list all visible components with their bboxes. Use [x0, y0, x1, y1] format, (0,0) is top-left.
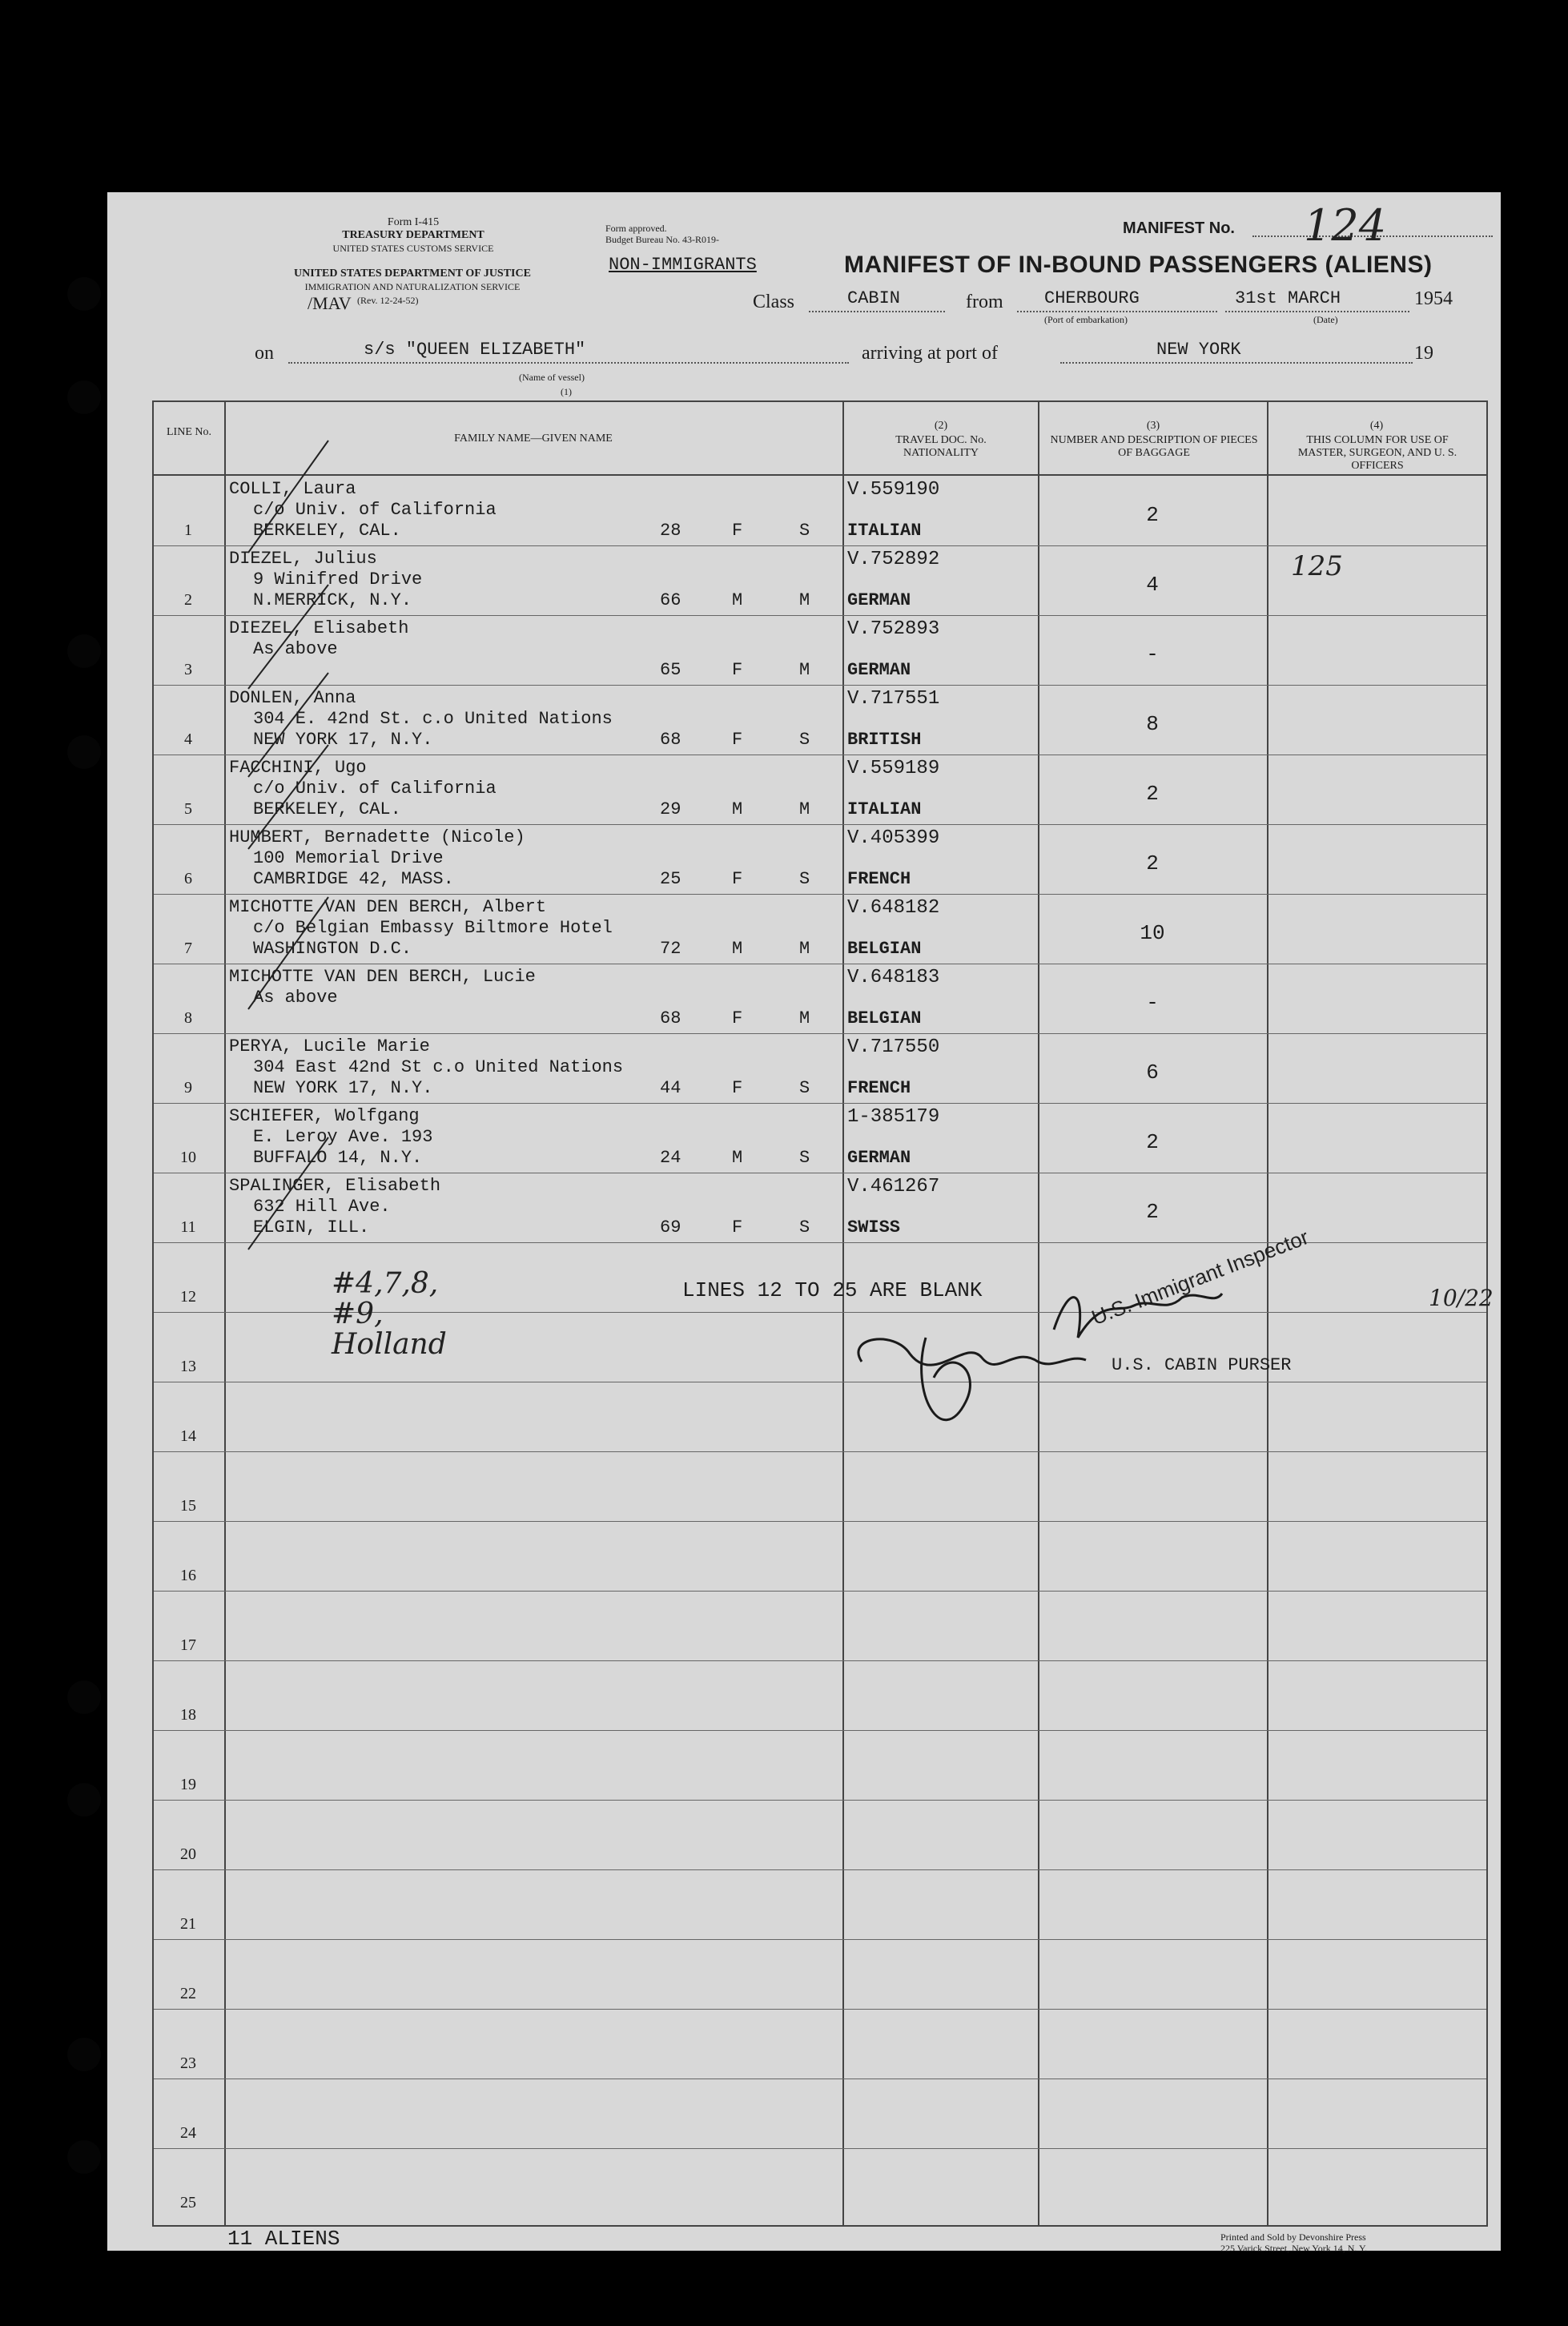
travel-doc-number: V.752893 — [847, 618, 940, 640]
line-number: 18 — [180, 1706, 196, 1724]
nationality: BELGIAN — [847, 1008, 922, 1028]
justice-header — [248, 268, 577, 293]
passenger-address: 9 Winifred Drive — [253, 569, 423, 590]
passenger-city: ELGIN, ILL. — [253, 1217, 370, 1237]
passenger-address: E. Leroy Ave. 193 — [253, 1127, 433, 1147]
check-mark — [248, 897, 328, 1009]
class-label: Class — [753, 292, 795, 312]
baggage-count: 6 — [1146, 1060, 1159, 1085]
blank-row — [154, 1521, 1486, 1591]
baggage-count: 2 — [1146, 782, 1159, 806]
year-prefix: 19 — [1414, 343, 1433, 364]
manifest-number: 124 — [1304, 200, 1387, 251]
form-revision: (Rev. 12-24-52) — [357, 295, 419, 306]
header-name: FAMILY NAME—GIVEN NAME — [454, 433, 613, 445]
line-number: 13 — [180, 1358, 196, 1375]
travel-doc-number: V.648183 — [847, 967, 940, 988]
alien-count: 11 ALIENS — [227, 2227, 340, 2251]
purser-signature-loop — [922, 1338, 971, 1420]
line-number: 14 — [180, 1427, 196, 1445]
vessel-line — [288, 362, 849, 364]
passenger-sex: F — [732, 1217, 743, 1237]
passenger-city: WASHINGTON D.C. — [253, 939, 412, 959]
check-mark — [248, 1137, 328, 1250]
baggage-count: 10 — [1140, 921, 1165, 945]
passenger-city: NEW YORK 17, N.Y. — [253, 730, 433, 750]
treasury-dept: TREASURY DEPARTMENT — [342, 229, 484, 241]
travel-doc-number: V.559189 — [847, 758, 940, 779]
passenger-sex: F — [732, 1078, 743, 1098]
passenger-sex: M — [732, 799, 743, 819]
header-baggage: NUMBER AND DESCRIPTION OF PIECES OF BAGGAGE — [1050, 434, 1258, 459]
line-number: 7 — [184, 940, 192, 957]
date-value: 31st MARCH — [1235, 288, 1341, 308]
manifest-title: MANIFEST OF IN-BOUND PASSENGERS (ALIENS) — [844, 252, 1433, 278]
purser-label: U.S. CABIN PURSER — [1112, 1355, 1292, 1375]
blank-row — [154, 2079, 1486, 2148]
passenger-age: 25 — [660, 869, 681, 889]
baggage-count: 2 — [1146, 851, 1159, 875]
baggage-count: 4 — [1146, 573, 1159, 597]
form-number: Form I-415 — [387, 216, 440, 228]
date-caption: (Date) — [1313, 314, 1338, 325]
check-mark — [248, 585, 328, 689]
table-row — [154, 615, 1486, 685]
nationality: GERMAN — [847, 1148, 911, 1168]
printer-line-2: 225 Varick Street, New York 14, N. Y. — [1220, 2243, 1368, 2254]
passenger-address: 100 Memorial Drive — [253, 848, 444, 868]
passenger-family-name: MICHOTTE VAN DEN BERCH, Lucie — [229, 967, 536, 987]
class-line — [809, 311, 945, 312]
passenger-age: 69 — [660, 1217, 681, 1237]
nationality: GERMAN — [847, 660, 911, 680]
passenger-address: c/o Belgian Embassy Biltmore Hotel — [253, 918, 613, 938]
date-line — [1225, 311, 1409, 312]
line-number: 2 — [184, 591, 192, 609]
inspector-stamp: U.S. Immigrant Inspector — [1088, 1225, 1313, 1330]
passenger-marital-status: S — [799, 1217, 810, 1237]
table-row — [154, 1033, 1486, 1103]
blank-row — [154, 1869, 1486, 1939]
signature-scribbles — [846, 1266, 1406, 1466]
vessel-name: s/s "QUEEN ELIZABETH" — [364, 340, 586, 360]
line-number: 9 — [184, 1079, 192, 1097]
baggage-count: - — [1146, 991, 1159, 1015]
line-number: 1 — [184, 521, 192, 539]
category-stamp: NON-IMMIGRANTS — [609, 255, 757, 275]
passenger-sex: M — [732, 939, 743, 959]
passenger-address: 304 E. 42nd St. c.o United Nations — [253, 709, 613, 729]
header-doc-num: (2) — [934, 420, 948, 432]
line-number: 25 — [180, 2194, 196, 2211]
passenger-marital-status: M — [799, 799, 810, 819]
passenger-sex: F — [732, 1008, 743, 1028]
rev-mark: /MAV — [308, 293, 352, 313]
passenger-family-name: DONLEN, Anna — [229, 688, 356, 708]
baggage-count: 2 — [1146, 503, 1159, 527]
passenger-sex: M — [732, 1148, 743, 1168]
travel-doc-number: 1-385179 — [847, 1106, 940, 1128]
blank-row — [154, 1800, 1486, 1869]
passenger-marital-status: S — [799, 869, 810, 889]
check-mark — [248, 441, 328, 553]
nationality: FRENCH — [847, 1078, 911, 1098]
header-line-no: LINE No. — [167, 426, 211, 438]
budget-bureau: Budget Bureau No. 43-R019- — [605, 234, 719, 245]
passenger-family-name: MICHOTTE VAN DEN BERCH, Albert — [229, 897, 547, 917]
line-number: 4 — [184, 730, 192, 748]
line-number: 24 — [180, 2124, 196, 2142]
passenger-age: 72 — [660, 939, 681, 959]
binder-hole — [67, 277, 101, 311]
passenger-marital-status: S — [799, 730, 810, 750]
nationality: BRITISH — [847, 730, 922, 750]
line-number: 19 — [180, 1776, 196, 1793]
passenger-marital-status: M — [799, 939, 810, 959]
passenger-family-name: DIEZEL, Julius — [229, 549, 377, 569]
header-officers-num: (4) — [1369, 420, 1384, 432]
line-number: 23 — [180, 2054, 196, 2072]
blank-row — [154, 1730, 1486, 1800]
baggage-count: 2 — [1146, 1130, 1159, 1154]
passenger-city: BERKELEY, CAL. — [253, 521, 401, 541]
binder-hole — [67, 735, 101, 769]
passenger-address: c/o Univ. of California — [253, 779, 497, 799]
nationality: GERMAN — [847, 590, 911, 610]
blank-row — [154, 1660, 1486, 1730]
binder-hole — [67, 634, 101, 668]
passenger-city: N.MERRICK, N.Y. — [253, 590, 412, 610]
passenger-address: 632 Hill Ave. — [253, 1197, 391, 1217]
line-number: 16 — [180, 1567, 196, 1584]
passenger-age: 44 — [660, 1078, 681, 1098]
baggage-count: 8 — [1146, 712, 1159, 736]
arriving-label: arriving at port of — [862, 343, 998, 364]
customs-service: UNITED STATES CUSTOMS SERVICE — [332, 243, 494, 254]
passenger-family-name: FACCHINI, Ugo — [229, 758, 367, 778]
port-caption: (Port of embarkation) — [1044, 314, 1128, 325]
line-number: 5 — [184, 800, 192, 818]
on-label: on — [255, 343, 274, 364]
passenger-city: BUFFALO 14, N.Y. — [253, 1148, 423, 1168]
passenger-address: c/o Univ. of California — [253, 500, 497, 520]
binder-hole — [67, 1680, 101, 1714]
justice-dept: UNITED STATES DEPARTMENT OF JUSTICE — [294, 268, 531, 280]
passenger-family-name: HUMBERT, Bernadette (Nicole) — [229, 827, 525, 847]
passenger-address: As above — [253, 988, 338, 1008]
passenger-age: 65 — [660, 660, 681, 680]
nationality: SWISS — [847, 1217, 901, 1237]
ins-service: IMMIGRATION AND NATURALIZATION SERVICE — [304, 281, 521, 292]
table-row — [154, 755, 1486, 824]
passenger-age: 28 — [660, 521, 681, 541]
line-number: 10 — [180, 1149, 196, 1166]
check-marks — [240, 433, 336, 1266]
class-value: CABIN — [847, 288, 901, 308]
table-row — [154, 964, 1486, 1033]
passenger-family-name: PERYA, Lucile Marie — [229, 1036, 430, 1056]
travel-doc-number: V.717551 — [847, 688, 940, 710]
table-row — [154, 894, 1486, 964]
passenger-age: 66 — [660, 590, 681, 610]
travel-doc-number: V.405399 — [847, 827, 940, 849]
line-number: 8 — [184, 1009, 192, 1027]
vessel-col-num: (1) — [561, 386, 572, 397]
travel-doc-number: V.559190 — [847, 479, 940, 501]
binder-hole — [67, 380, 101, 414]
line-number: 21 — [180, 1915, 196, 1933]
year-value: 1954 — [1414, 288, 1453, 309]
baggage-count: - — [1146, 642, 1159, 666]
from-line — [1017, 311, 1217, 312]
header-officers: THIS COLUMN FOR USE OF MASTER, SURGEON, AND U. S. OFFICERS — [1297, 434, 1457, 472]
table-row — [154, 476, 1486, 545]
passenger-city: CAMBRIDGE 42, MASS. — [253, 869, 454, 889]
printer-line-1: Printed and Sold by Devonshire Press — [1220, 2231, 1366, 2243]
from-label: from — [966, 292, 1003, 312]
arrival-line — [1060, 362, 1413, 364]
nationality: FRENCH — [847, 869, 911, 889]
passenger-address: As above — [253, 639, 338, 659]
passenger-sex: F — [732, 660, 743, 680]
passenger-age: 29 — [660, 799, 681, 819]
line-number: 11 — [180, 1218, 196, 1236]
binder-hole — [67, 1783, 101, 1817]
port-of-embarkation: CHERBOURG — [1044, 288, 1140, 308]
line-number: 20 — [180, 1845, 196, 1863]
header-baggage-num: (3) — [1146, 420, 1160, 432]
passenger-address: 304 East 42nd St c.o United Nations — [253, 1057, 624, 1077]
passenger-city: BERKELEY, CAL. — [253, 799, 401, 819]
passenger-family-name: DIEZEL, Elisabeth — [229, 618, 409, 638]
initials-note: 10/22 — [1429, 1285, 1494, 1311]
line-number: 17 — [180, 1636, 196, 1654]
line-number: 6 — [184, 870, 192, 887]
passenger-city: NEW YORK 17, N.Y. — [253, 1078, 433, 1098]
nationality: ITALIAN — [847, 521, 922, 541]
margin-annotation: #4,7,8, #9, Holland — [332, 1267, 447, 1361]
passenger-sex: F — [732, 869, 743, 889]
binder-hole — [67, 2038, 101, 2071]
passenger-age: 68 — [660, 730, 681, 750]
travel-doc-number: V.648182 — [847, 897, 940, 919]
blank-row — [154, 2009, 1486, 2079]
passenger-age: 24 — [660, 1148, 681, 1168]
arrival-port: NEW YORK — [1156, 340, 1241, 360]
line-number: 12 — [180, 1288, 196, 1306]
passenger-sex: F — [732, 521, 743, 541]
passenger-family-name: SPALINGER, Elisabeth — [229, 1176, 441, 1196]
blank-row — [154, 1939, 1486, 2009]
table-row — [154, 545, 1486, 615]
passenger-marital-status: S — [799, 521, 810, 541]
table-row — [154, 685, 1486, 755]
form-header-left — [309, 216, 517, 255]
blank-row — [154, 1591, 1486, 1660]
travel-doc-number: V.461267 — [847, 1176, 940, 1197]
travel-doc-number: V.717550 — [847, 1036, 940, 1058]
passenger-marital-status: M — [799, 660, 810, 680]
blank-row — [154, 2148, 1486, 2218]
purser-signature — [858, 1339, 1086, 1365]
travel-doc-number: V.752892 — [847, 549, 940, 570]
nationality: BELGIAN — [847, 939, 922, 959]
baggage-count: 2 — [1146, 1200, 1159, 1224]
passenger-age: 68 — [660, 1008, 681, 1028]
passenger-sex: M — [732, 590, 743, 610]
blank-lines-notice: LINES 12 TO 25 ARE BLANK — [682, 1278, 983, 1302]
line-number: 3 — [184, 661, 192, 678]
inspector-signature — [1054, 1294, 1222, 1338]
manifest-no-label: MANIFEST No. — [1123, 219, 1235, 237]
passenger-marital-status: M — [799, 590, 810, 610]
passenger-family-name: COLLI, Laura — [229, 479, 356, 499]
passenger-marital-status: S — [799, 1148, 810, 1168]
line-number: 22 — [180, 1985, 196, 2002]
officer-note: 125 — [1291, 550, 1343, 582]
passenger-family-name: SCHIEFER, Wolfgang — [229, 1106, 420, 1126]
header-doc: TRAVEL DOC. No. NATIONALITY — [895, 434, 987, 459]
passenger-sex: F — [732, 730, 743, 750]
passenger-marital-status: S — [799, 1078, 810, 1098]
nationality: ITALIAN — [847, 799, 922, 819]
table-row — [154, 824, 1486, 894]
binder-hole — [67, 2140, 101, 2174]
passenger-marital-status: M — [799, 1008, 810, 1028]
form-approved: Form approved. — [605, 223, 667, 234]
line-number: 15 — [180, 1497, 196, 1515]
vessel-caption: (Name of vessel) — [519, 372, 585, 383]
table-row — [154, 1103, 1486, 1173]
